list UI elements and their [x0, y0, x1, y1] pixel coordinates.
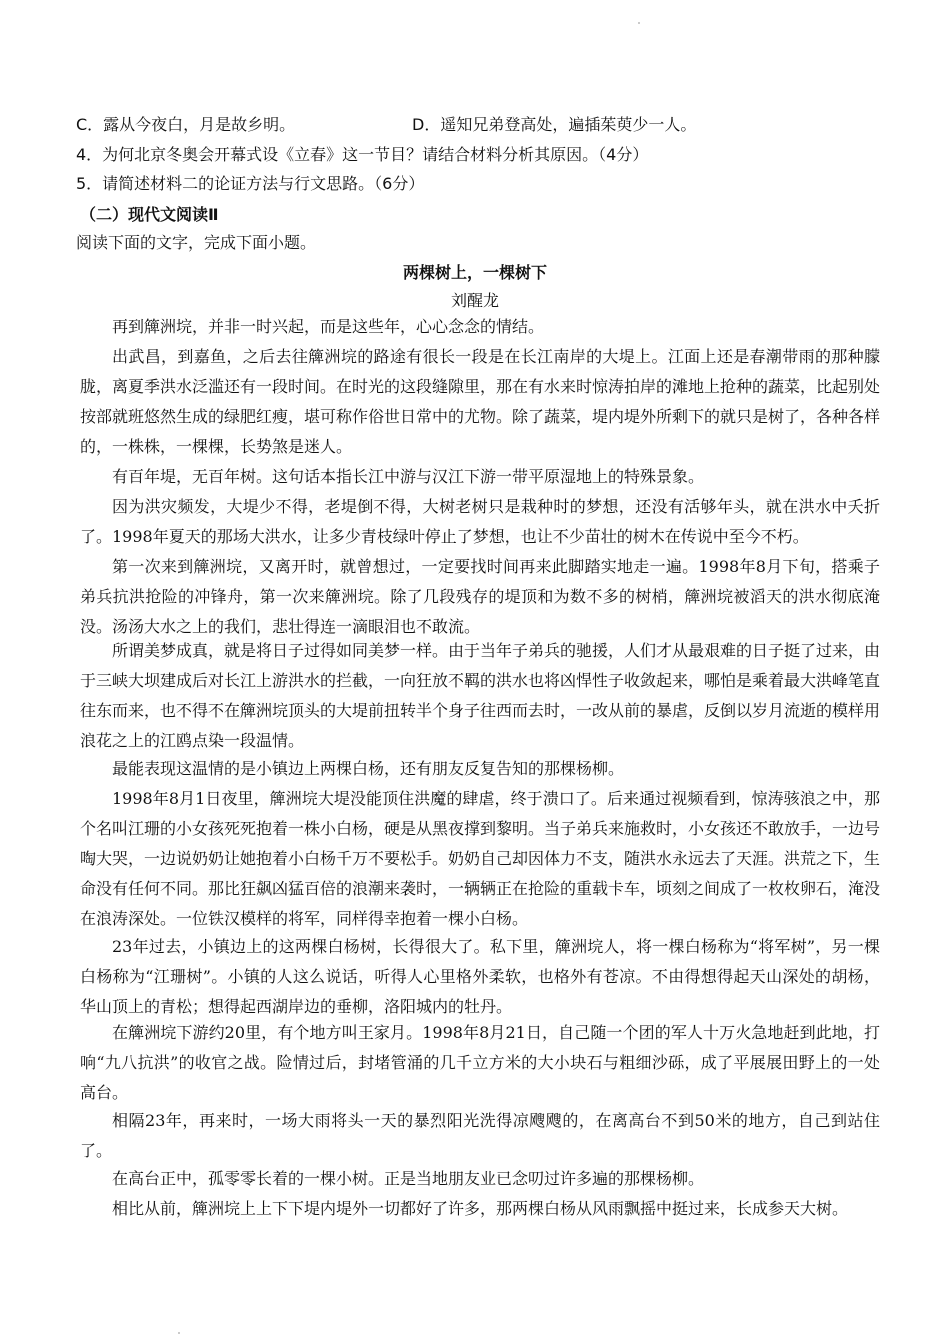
paragraph-13: 相比从前，簰洲垸上上下下堤内堤外一切都好了许多，那两棵白杨从风雨飘摇中挺过来，长成参天大树。: [112, 1199, 849, 1218]
option-c: C．露从今夜白，月是故乡明。: [76, 115, 296, 134]
option-d: D．遥知兄弟登高处，遍插茱萸少一人。: [412, 115, 697, 134]
paragraph-5: 第一次来到簰洲垸，又离开时，就曾想过，一定要找时间再来此脚踏实地走一遍。1998年8月下旬，搭乘子弟兵抗洪抢险的冲锋舟，第一次来簰洲垸。除了几段残存的堤顶和为数不多的树梢，簰洲垸被滔天的洪水彻底淹没。汤汤大水之上的我们，悲壮得连一滴眼泪也不敢流。: [80, 557, 880, 636]
paragraph-3: 有百年堤，无百年树。这句话本指长江中游与汉江下游一带平原湿地上的特殊景象。: [112, 467, 705, 486]
article-title: 两棵树上，一棵树下: [402, 263, 547, 282]
paragraph-6: 所谓美梦成真，就是将日子过得如同美梦一样。由于当年子弟兵的驰援，人们才从最艰难的日子挺了过来，由于三峡大坝建成后对长江上游洪水的拦截，一向狂放不羁的洪水也将凶悍性子收敛起来，哪怕是乘着最大洪峰笔直往东而来，也不得不在簰洲垸顶头的大堤前扭转半个身子往西而去时，一改从前的暴虐，反倒以岁月流逝的模样用浪花之上的江鸥点染一段温情。: [80, 641, 881, 750]
question-5: 5．请简述材料二的论证方法与行文思路。（6分）: [76, 174, 425, 193]
article-author: 刘醒龙: [450, 291, 499, 310]
paragraph-7: 最能表现这温情的是小镇边上两棵白杨，还有朋友反复告知的那棵杨柳。: [112, 759, 625, 778]
paragraph-12: 在高台正中，孤零零长着的一棵小树。正是当地朋友业已念叨过许多遍的那棵杨柳。: [112, 1169, 705, 1188]
paragraph-4: 因为洪灾频发，大堤少不得，老堤倒不得，大树老树只是栽种时的梦想，还没有活够年头，就在洪水中夭折了。1998年夏天的那场大洪水，让多少青枝绿叶停止了梦想，也让不少苗壮的树木在传说中至今不朽。: [80, 497, 880, 546]
paragraph-2: 出武昌，到嘉鱼，之后去往簰洲垸的路途有很长一段是在长江南岸的大堤上。江面上还是春潮带雨的那种朦胧，离夏季洪水泛滥还有一段时间。在时光的这段缝隙里，那在有水来时惊涛拍岸的滩地上抢种的蔬菜，比起别处按部就班悠然生成的绿肥红瘦，堪可称作俗世日常中的尤物。除了蔬菜，堤内堤外所剩下的就只是树了，各种各样的，一株株，一棵棵，长势煞是迷人。: [80, 347, 881, 456]
paragraph-8: 1998年8月1日夜里，簰洲垸大堤没能顶住洪魔的肆虐，终于溃口了。后来通过视频看到，惊涛骇浪之中，那个名叫江珊的小女孩死死抱着一株小白杨，硬是从黑夜撑到黎明。当子弟兵来施救时，小女孩还不敢放手，一边号啕大哭，一边说奶奶让她抱着小白杨千万不要松手。奶奶自己却因体力不支，随洪水永远去了天涯。洪荒之下，生命没有任何不同。那比狂飙凶猛百倍的浪潮来袭时，一辆辆正在抢险的重载卡车，顷刻之间成了一枚枚卵石，淹没在浪涛深处。一位铁汉模样的将军，同样得幸抱着一棵小白杨。: [80, 789, 881, 928]
question-4: 4．为何北京冬奥会开幕式设《立春》这一节目？请结合材料分析其原因。（4分）: [76, 145, 649, 164]
paragraph-10: 在簰洲垸下游约20里，有个地方叫王家月。1998年8月21日，自己随一个团的军人十万火急地赶到此地，打响“九八抗洪”的收官之战。险情过后，封堵管涌的几千立方米的大小块石与粗细沙砾，成了平展展田野上的一处高台。: [80, 1023, 880, 1102]
scan-speck: [178, 1332, 180, 1334]
paragraph-1: 再到簰洲垸，并非一时兴起，而是这些年，心心念念的情结。: [112, 317, 545, 336]
paragraph-9: 23年过去，小镇边上的这两棵白杨树，长得很大了。私下里，簰洲垸人，将一棵白杨称为“将军树”，另一棵白杨称为“江珊树”。小镇的人这么说话，听得人心里格外柔软，也格外有苍凉。不由得想得起天山深处的胡杨，华山顶上的青松；想得起西湖岸边的垂柳，洛阳城内的牡丹。: [80, 937, 880, 1016]
section-heading: （二）现代文阅读Ⅱ: [80, 205, 219, 224]
scan-speck: [638, 22, 640, 24]
reading-instruction: 阅读下面的文字，完成下面小题。: [76, 233, 317, 252]
paragraph-11: 相隔23年，再来时，一场大雨将头一天的暴烈阳光洗得凉飕飕的，在离高台不到50米的地方，自己到站住了。: [80, 1111, 880, 1160]
